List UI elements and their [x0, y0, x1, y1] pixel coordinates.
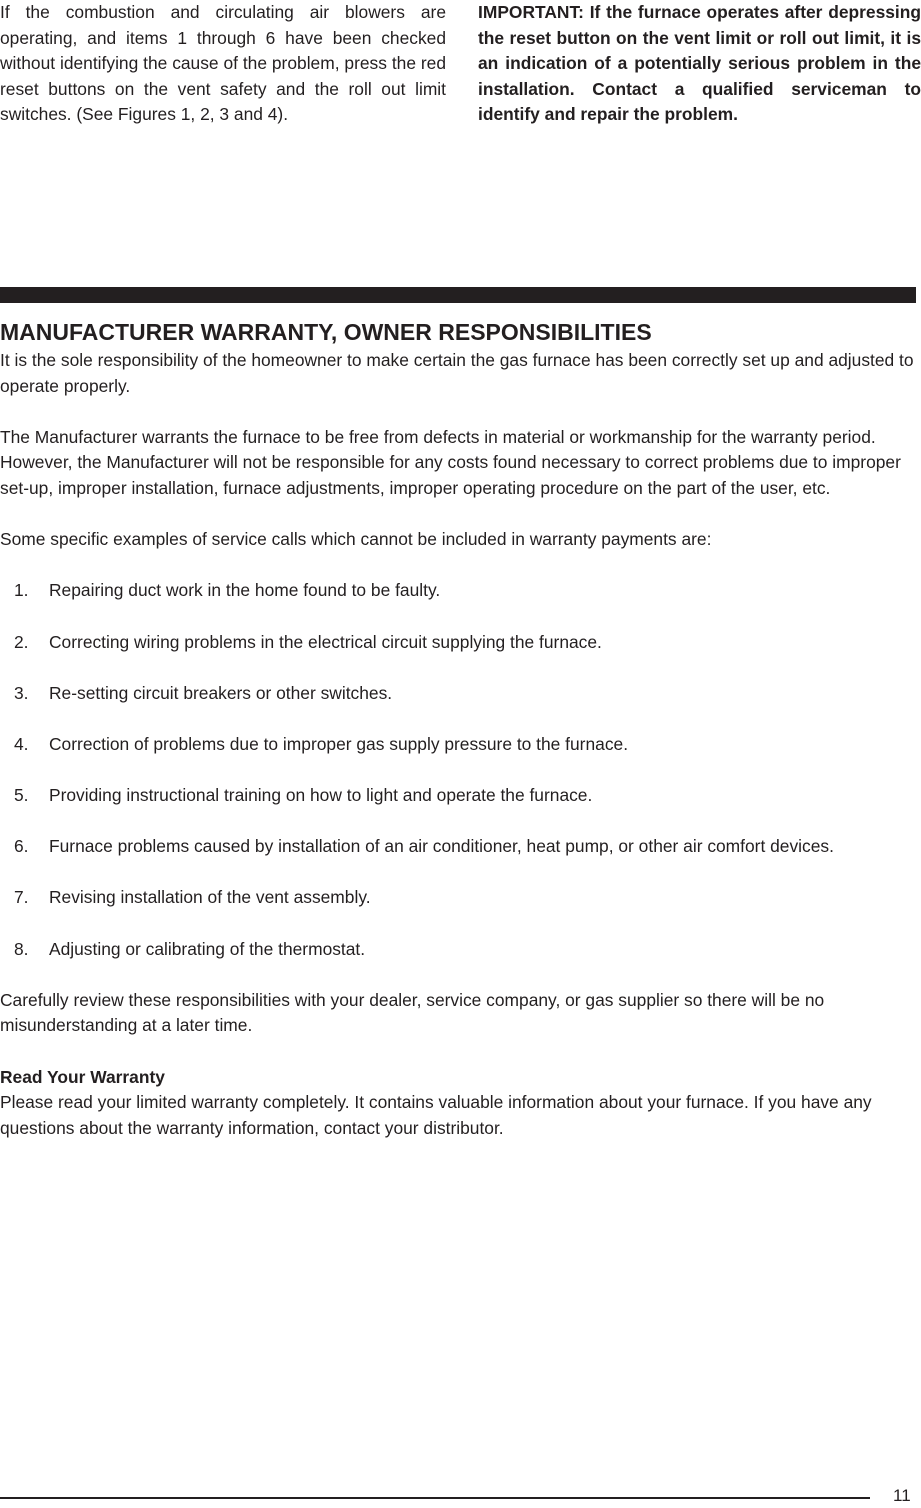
excluded-service-list: [0, 578, 916, 962]
list-number: 3.: [14, 682, 29, 703]
section-divider-bar: [0, 287, 916, 303]
list-number: 1.: [14, 580, 29, 601]
list-item: [0, 834, 916, 860]
section-title: MANUFACTURER WARRANTY, OWNER RESPONSIBILITIES: [0, 319, 652, 345]
list-text: Furnace problems caused by installation of an air conditioner, heat pump, or other air comfort devices.: [49, 836, 834, 857]
list-item: [0, 937, 916, 963]
list-number: 4.: [14, 733, 29, 754]
list-text: Repairing duct work in the home found to be faulty.: [49, 580, 441, 601]
list-item: [0, 578, 916, 604]
list-number: 5.: [14, 785, 29, 806]
examples-lead-paragraph: Some specific examples of service calls which cannot be included in warranty payments are:: [0, 529, 712, 550]
read-warranty-paragraph: Please read your limited warranty completely. It contains valuable information about your furnace. If you have any questions about the warranty information, contact your distributor.: [0, 1092, 872, 1138]
list-item: [0, 681, 916, 707]
important-notice: IMPORTANT: If the furnace operates after depressing the reset button on the vent limit or roll out limit, it is an indication of a potentially serious problem in the installation. Contact a qualified serviceman to identify and repair the problem.: [478, 2, 921, 125]
list-item: [0, 885, 916, 911]
reset-instructions-paragraph: If the combustion and circulating air blowers are operating, and items 1 through 6 have been checked without identifying the cause of the problem, press the red reset buttons on the vent safety and the roll out limit switches. (See Figures 1, 2, 3 and 4).: [0, 2, 446, 125]
list-text: Adjusting or calibrating of the thermostat.: [49, 938, 366, 959]
list-item: [0, 783, 916, 809]
footer-rule: [0, 1497, 870, 1499]
list-text: Correcting wiring problems in the electrical circuit supplying the furnace.: [49, 631, 602, 652]
list-number: 2.: [14, 631, 29, 652]
page-number: 11: [893, 1486, 911, 1505]
review-paragraph: Carefully review these responsibilities with your dealer, service company, or gas supplier so there will be no misunderstanding at a later time.: [0, 989, 825, 1036]
list-item: [0, 630, 916, 656]
list-number: 8.: [14, 938, 29, 959]
list-item: [0, 732, 916, 758]
list-text: Revising installation of the vent assembly.: [49, 887, 371, 908]
read-warranty-heading: Read Your Warranty: [0, 1066, 165, 1087]
list-number: 6.: [14, 836, 29, 857]
warranty-paragraph: The Manufacturer warrants the furnace to be free from defects in material or workmanship for the warranty period. However, the Manufacturer will not be responsible for any costs found necessary to correct problems due to improper set-up, improper installation, furnace adjustments, improper operating procedure on the part of the user, etc.: [0, 426, 901, 498]
list-text: Re-setting circuit breakers or other switches.: [49, 682, 393, 703]
intro-paragraph: It is the sole responsibility of the homeowner to make certain the gas furnace has been correctly set up and adjusted to operate properly.: [0, 350, 914, 396]
list-number: 7.: [14, 887, 29, 908]
list-text: Providing instructional training on how to light and operate the furnace.: [49, 785, 593, 806]
warranty-section: [0, 316, 916, 1141]
list-text: Correction of problems due to improper gas supply pressure to the furnace.: [49, 733, 629, 754]
